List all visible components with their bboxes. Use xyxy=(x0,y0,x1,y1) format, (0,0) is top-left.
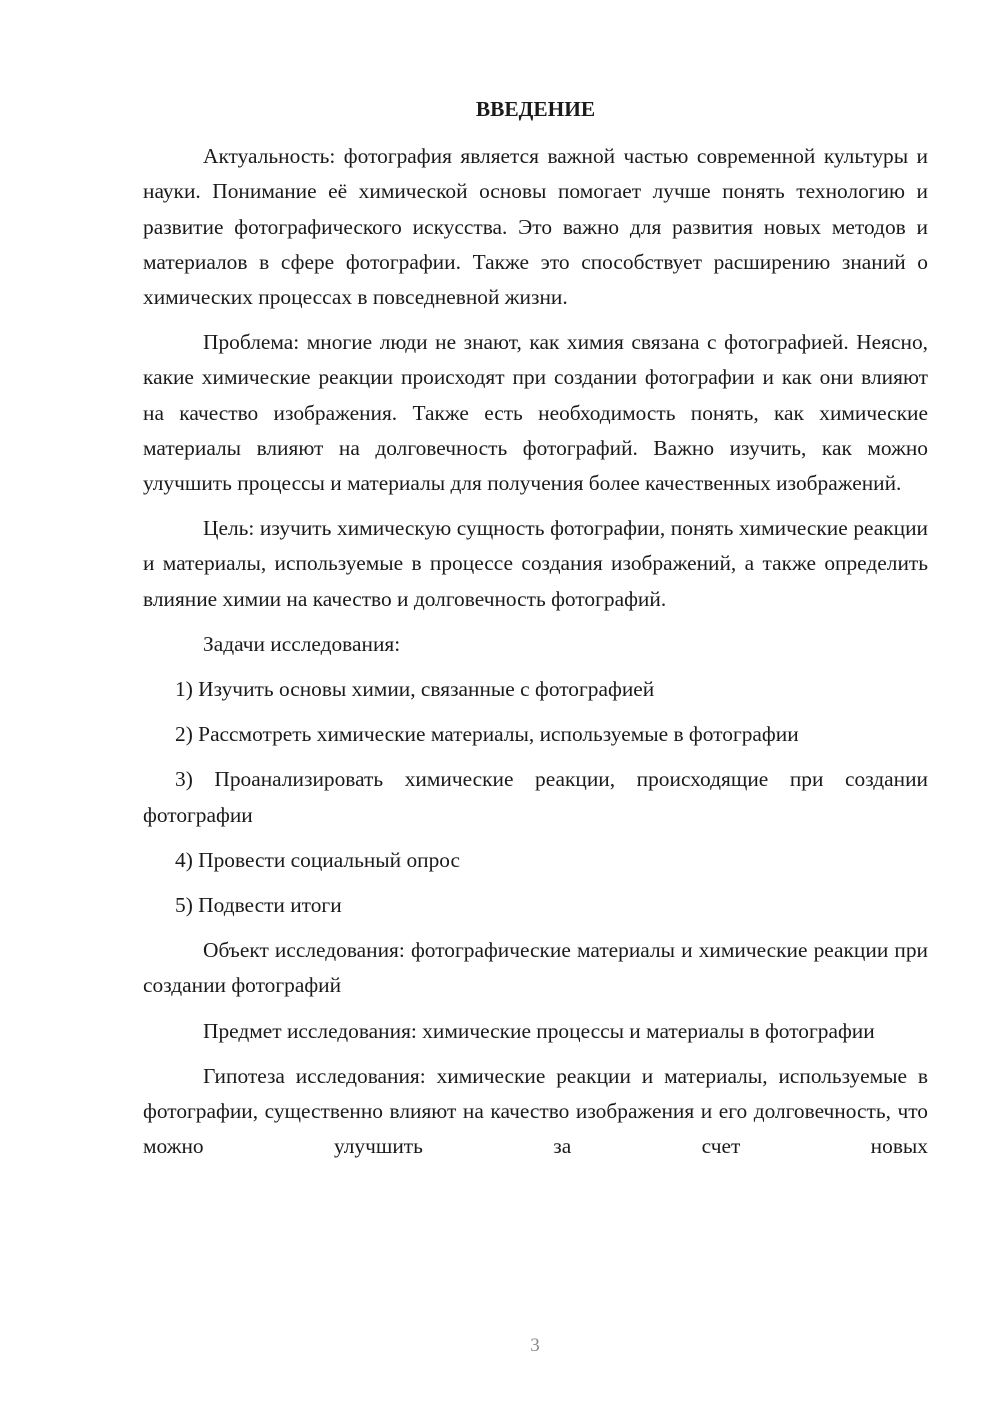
page-title: ВВЕДЕНИЕ xyxy=(475,97,596,121)
tasks-heading: Задачи исследования: xyxy=(203,631,401,656)
list-item: 4) Провести социальный опрос xyxy=(175,847,461,872)
paragraph-relevance: Актуальность: фотография является важной частью современной культуры и науки. Понимание её химической основы помогает лучше понять технологию и развитие фотографического искусства. Это важно для развития новых методов и материалов в сфере фотографии. Также это способствует расширению знаний о химических процессах в повседневной жизни. xyxy=(143,144,928,310)
paragraph-subject: Предмет исследования: химические процессы и материалы в фотографии xyxy=(203,1018,875,1043)
list-item: 2) Рассмотреть химические материалы, используемые в фотографии xyxy=(175,722,799,747)
paragraph-hypothesis: Гипотеза исследования: химические реакции и материалы, используемые в фотографии, существенно влияют на качество изображения и его долговечность, что можно улучшить за счет новых xyxy=(143,1063,928,1159)
paragraph-problem: Проблема: многие люди не знают, как химия связана с фотографией. Неясно, какие химические реакции происходят при создании фотографии и как они влияют на качество изображения. Также есть необходимость понять, как химические материалы влияют на долговечность фотографий. Важно изучить, как можно улучшить процессы и материалы для получения более качественных изображений. xyxy=(143,330,928,496)
paragraph-object: Объект исследования: фотографические материалы и химические реакции при создании фотографий xyxy=(143,938,928,998)
list-item: 5) Подвести итоги xyxy=(175,893,342,918)
page-number: 3 xyxy=(530,1335,540,1356)
list-item: 3) Проанализировать химические реакции, происходящие при создании фотографии xyxy=(143,767,928,827)
list-item: 1) Изучить основы химии, связанные с фотографией xyxy=(175,677,655,702)
tasks-list xyxy=(143,672,928,923)
document-page xyxy=(143,92,928,1174)
paragraph-goal: Цель: изучить химическую сущность фотографии, понять химические реакции и материалы, используемые в процессе создания изображений, а также определить влияние химии на качество и долговечность фотографий. xyxy=(143,516,928,611)
